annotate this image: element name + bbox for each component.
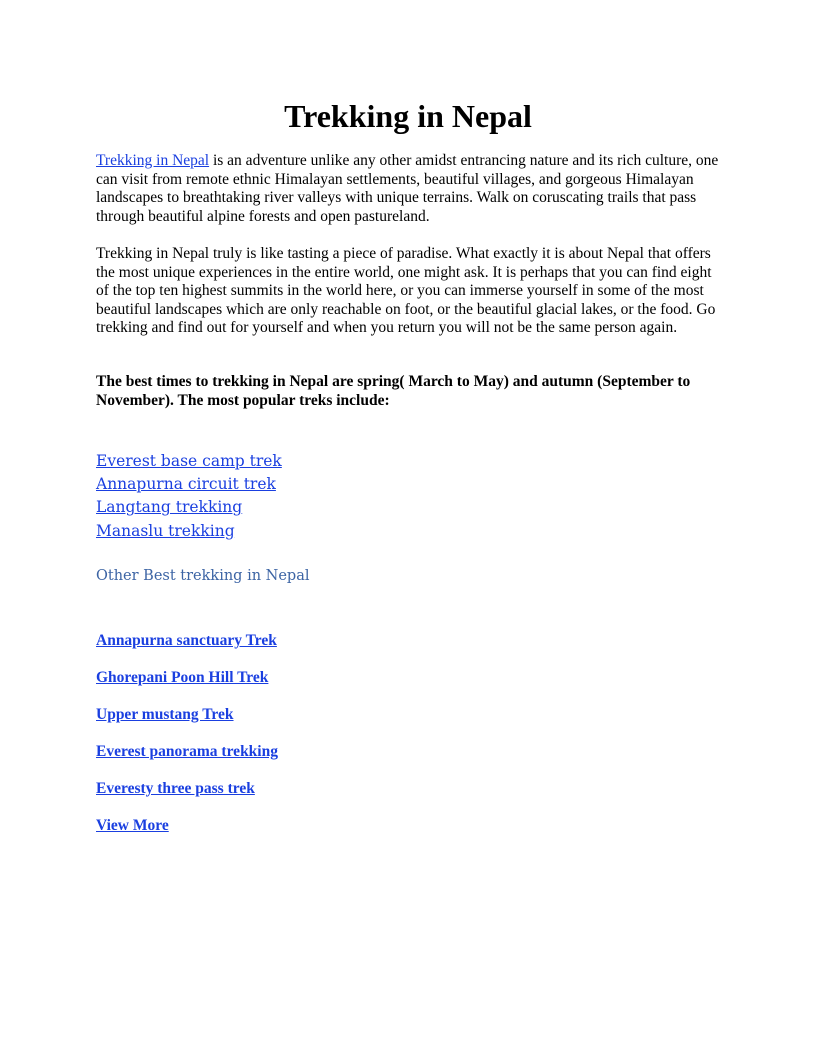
three-pass-trek-link[interactable]: Everesty three pass trek — [96, 780, 255, 797]
annapurna-circuit-link[interactable]: Annapurna circuit trek — [96, 475, 276, 494]
intro-text: is an adventure unlike any other amidst entrancing nature and its rich culture, one can visit from remote ethnic Himalayan settlements, beautiful villages, and gorgeous Himalayan landscapes to breathtaking river valleys with unique terrains. Walk on coruscating trails that pass through beautiful alpine forests and open pastureland. — [96, 152, 719, 225]
list-item — [96, 450, 282, 473]
list-item — [96, 473, 282, 496]
page-title: Trekking in Nepal — [284, 98, 532, 134]
view-more-link[interactable]: View More — [96, 817, 169, 834]
list-item — [96, 779, 278, 816]
list-item — [96, 705, 278, 742]
other-treks-list — [96, 631, 278, 853]
upper-mustang-link[interactable]: Upper mustang Trek — [96, 706, 234, 723]
ghorepani-poon-hill-link[interactable]: Ghorepani Poon Hill Trek — [96, 669, 269, 686]
everest-base-camp-link[interactable]: Everest base camp trek — [96, 452, 282, 470]
other-treks-heading: Other Best trekking in Nepal — [96, 568, 310, 584]
manaslu-trekking-link[interactable]: Manaslu trekking — [96, 521, 235, 540]
list-item — [96, 816, 278, 853]
best-times-paragraph: The best times to trekking in Nepal are spring( March to May) and autumn (September to November). The most popular treks include: — [96, 373, 691, 409]
list-item — [96, 742, 278, 779]
annapurna-sanctuary-link[interactable]: Annapurna sanctuary Trek — [96, 632, 277, 649]
list-item — [96, 668, 278, 705]
intro-paragraph — [96, 152, 720, 226]
list-item — [96, 631, 278, 668]
everest-panorama-link[interactable]: Everest panorama trekking — [96, 743, 278, 760]
trekking-in-nepal-link[interactable]: Trekking in Nepal — [96, 152, 210, 169]
langtang-trekking-link[interactable]: Langtang trekking — [96, 498, 243, 517]
list-item — [96, 496, 282, 519]
popular-treks-list — [96, 450, 282, 543]
paradise-paragraph: Trekking in Nepal truly is like tasting a piece of paradise. What exactly it is about Nepal that offers the most unique experiences in the entire world, one might ask. It is perhaps that you can find eight of the top ten highest summits in the world here, or you can immerse yourself in some of the most beautiful landscapes which are only reachable on foot, or the beautiful glacial lakes, or the food. Go trekking and find out for yourself and when you return you will not be the same person again. — [96, 245, 716, 337]
list-item — [96, 520, 282, 543]
